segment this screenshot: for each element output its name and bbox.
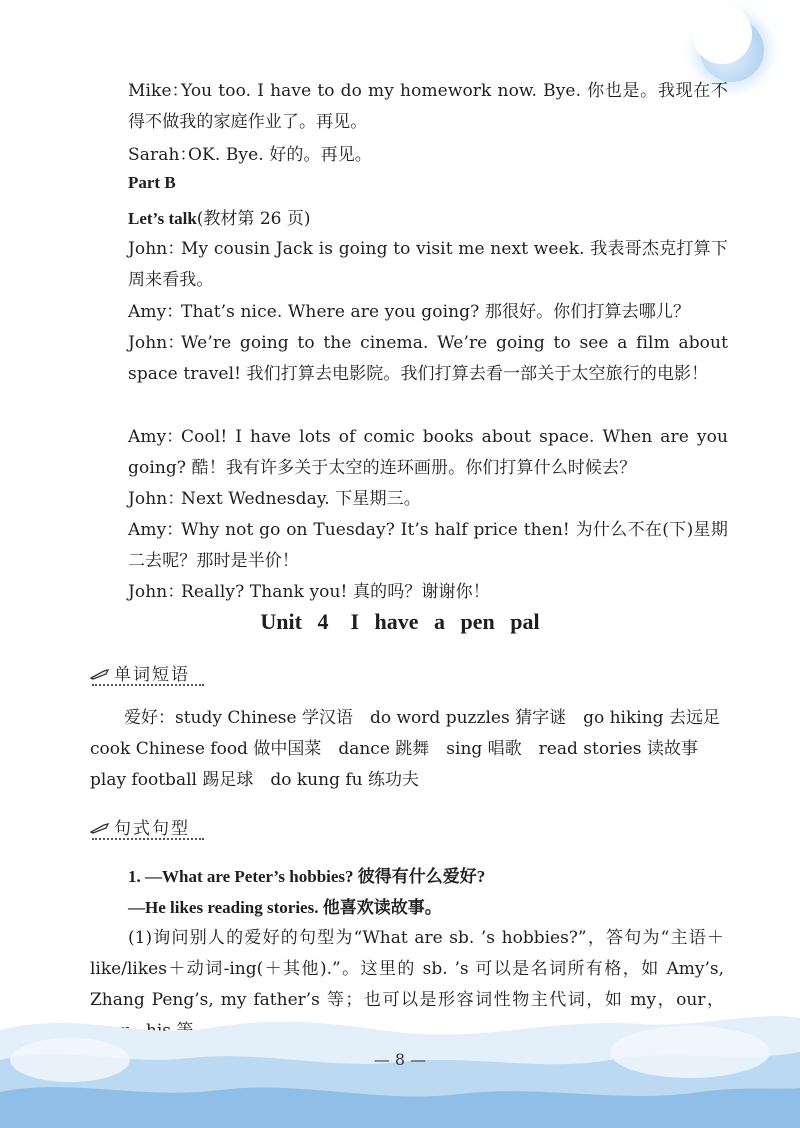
speaker: John： bbox=[128, 333, 185, 353]
dialog-line bbox=[128, 577, 728, 608]
section-underline bbox=[92, 838, 204, 840]
moon-decoration bbox=[700, 18, 764, 82]
page-number: — 8 — bbox=[373, 1050, 427, 1069]
speaker: John： bbox=[128, 239, 185, 259]
talk-ref: (教材第 26 页) bbox=[196, 209, 311, 229]
dialog-text: My cousin Jack is going to visit me next week. 我表哥杰克打算下周来看我。 bbox=[128, 239, 728, 290]
dialog-line bbox=[128, 328, 728, 390]
dialog-line bbox=[128, 484, 728, 515]
section-sentence-label: 句式句型 bbox=[114, 819, 190, 839]
speaker: John： bbox=[128, 489, 185, 509]
speaker: John： bbox=[128, 582, 185, 602]
part-heading: Part B bbox=[128, 173, 176, 192]
speaker: Amy： bbox=[128, 302, 184, 322]
section-underline bbox=[92, 684, 204, 686]
talk-title: Let’s talk bbox=[128, 209, 197, 228]
dialog-text: That’s nice. Where are you going? 那很好。你们打算去哪儿？ bbox=[181, 302, 691, 322]
vocab-line: cook Chinese food 做中国菜 dance 跳舞 sing 唱歌 read stories 读故事 bbox=[90, 739, 698, 759]
dialog-line bbox=[128, 76, 728, 138]
dialog-text: Next Wednesday. 下星期三。 bbox=[181, 489, 421, 509]
unit-title: Unit 4 I have a pen pal bbox=[260, 609, 540, 634]
speaker: Amy： bbox=[128, 520, 184, 540]
section-sentence-heading bbox=[90, 814, 190, 839]
section-vocab-label: 单词短语 bbox=[114, 665, 190, 685]
dialog-text: We’re going to the cinema. We’re going to see a film about space travel! 我们打算去电影院。我们打算去看一部关于太空旅行的电影！ bbox=[128, 333, 728, 384]
pen-icon bbox=[90, 819, 110, 839]
dialog-line bbox=[128, 297, 728, 328]
speaker: Sarah： bbox=[128, 145, 197, 165]
pattern-answer: —He likes reading stories. 他喜欢读故事。 bbox=[128, 898, 442, 917]
dialog-line bbox=[128, 422, 728, 484]
talk-heading bbox=[128, 204, 311, 229]
speaker: Amy： bbox=[128, 427, 184, 447]
pattern-question: 1. —What are Peter’s hobbies? 彼得有什么爱好? bbox=[128, 867, 486, 886]
dialog-text: You too. I have to do my homework now. Bye. 你也是。我现在不得不做我的家庭作业了。再见。 bbox=[128, 81, 728, 132]
vocab-line: 爱好：study Chinese 学汉语 do word puzzles 猜字谜 go hiking 去远足 bbox=[124, 708, 720, 728]
vocab-list bbox=[90, 703, 730, 796]
pen-icon bbox=[90, 665, 110, 685]
section-vocab-heading bbox=[90, 660, 190, 685]
speaker: Mike： bbox=[128, 81, 189, 101]
dialog-line bbox=[128, 140, 728, 171]
dialog-text: Really? Thank you! 真的吗？谢谢你！ bbox=[181, 582, 490, 602]
dialog-text: OK. Bye. 好的。再见。 bbox=[188, 145, 372, 165]
dialog-text: Why not go on Tuesday? It’s half price then! 为什么不在(下)星期二去呢？那时是半价！ bbox=[128, 520, 728, 571]
dialog-line bbox=[128, 234, 728, 296]
dialog-line bbox=[128, 515, 728, 577]
dialog-text: Cool! I have lots of comic books about space. When are you going? 酷！我有许多关于太空的连环画册。你们打算什么时候去？ bbox=[128, 427, 728, 478]
explanation-paragraph: (1)询问别人的爱好的句型为“What are sb. ’s hobbies?”，答句为“主语＋like/likes＋动词-ing(＋其他).”。这里的 sb. ’s 可以是名词所有格，如 Amy’s, Zhang Peng’s, my father’s 等；也可以是形容词性物主代词，如 my，our， bbox=[90, 928, 724, 1010]
vocab-line: play football 踢足球 do kung fu 练功夫 bbox=[90, 770, 420, 790]
